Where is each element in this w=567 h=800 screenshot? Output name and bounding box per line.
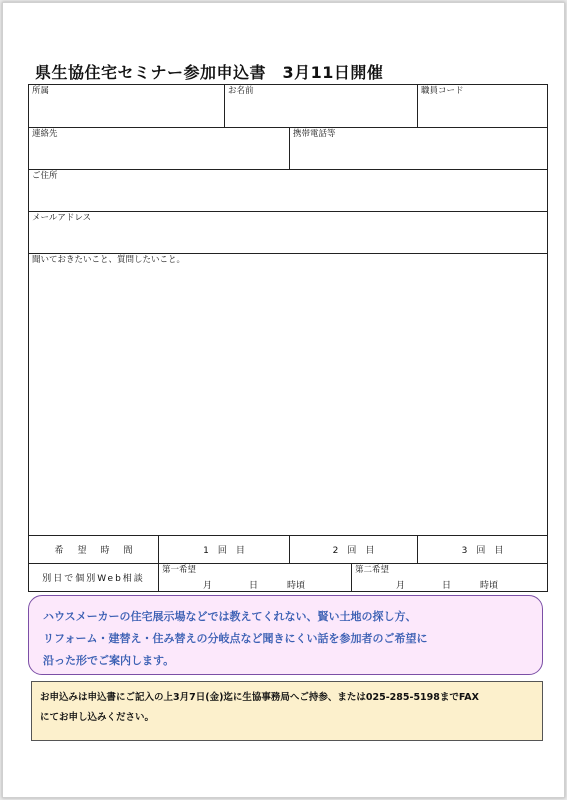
- description-line-2: リフォーム・建替え・住み替えの分岐点など聞きにくい話を参加者のご希望に: [43, 632, 428, 645]
- preferred-time-label-cell: [28, 535, 159, 564]
- application-form-table: [28, 84, 548, 592]
- staff-code-label: 職員コード: [421, 86, 464, 96]
- slot-2-option[interactable]: [289, 535, 418, 564]
- first-choice-field[interactable]: [158, 563, 352, 592]
- first-choice-day: 日: [249, 581, 259, 591]
- address-field[interactable]: [28, 169, 548, 212]
- slot-1-label: 1 回 目: [203, 546, 245, 556]
- staff-code-field[interactable]: [417, 84, 548, 128]
- first-choice-month: 月: [203, 581, 213, 591]
- name-field[interactable]: [224, 84, 418, 128]
- questions-field[interactable]: [28, 253, 548, 536]
- page-title: 県生協住宅セミナー参加申込書 3月11日開催: [35, 63, 384, 82]
- email-field[interactable]: [28, 211, 548, 254]
- affiliation-field[interactable]: [28, 84, 225, 128]
- first-choice-time: 時頃: [287, 581, 306, 591]
- second-choice-field[interactable]: [351, 563, 548, 592]
- slot-2-label: 2 回 目: [332, 546, 375, 556]
- preferred-time-label: 希望時間: [54, 546, 147, 556]
- instructions-line-2: にてお申し込みください。: [40, 712, 155, 723]
- web-consult-label-cell: [28, 563, 159, 592]
- submission-instructions-note: [31, 681, 543, 741]
- second-choice-day: 日: [442, 581, 452, 591]
- affiliation-label: 所属: [32, 86, 50, 96]
- name-label: お名前: [228, 86, 254, 96]
- slot-3-label: 3 回 目: [461, 546, 504, 556]
- contact-field[interactable]: [28, 127, 290, 170]
- description-line-3: 沿った形でご案内します。: [43, 654, 175, 667]
- questions-label: 聞いておきたいこと、質問したいこと。: [32, 255, 186, 265]
- first-choice-label: 第一希望: [162, 565, 197, 575]
- web-consult-label: 別日で個別Web相談: [42, 574, 145, 584]
- mobile-field[interactable]: [289, 127, 548, 170]
- address-label: ご住所: [32, 171, 58, 181]
- seminar-description-note: [28, 595, 543, 675]
- second-choice-label: 第二希望: [355, 565, 390, 575]
- slot-1-option[interactable]: [158, 535, 290, 564]
- mobile-label: 携帯電話等: [293, 129, 336, 139]
- description-line-1: ハウスメーカーの住宅展示場などでは教えてくれない、賢い土地の探し方、: [43, 610, 417, 623]
- email-label: メールアドレス: [32, 213, 92, 223]
- slot-3-option[interactable]: [417, 535, 548, 564]
- application-form-page: [2, 2, 565, 798]
- instructions-line-1: お申込みは申込書にご記入の上3月7日(金)迄に生協事務局へご持参、または025-285-5198までFAX: [40, 692, 479, 703]
- second-choice-time: 時頃: [480, 581, 499, 591]
- second-choice-month: 月: [396, 581, 406, 591]
- contact-label: 連絡先: [32, 129, 58, 139]
